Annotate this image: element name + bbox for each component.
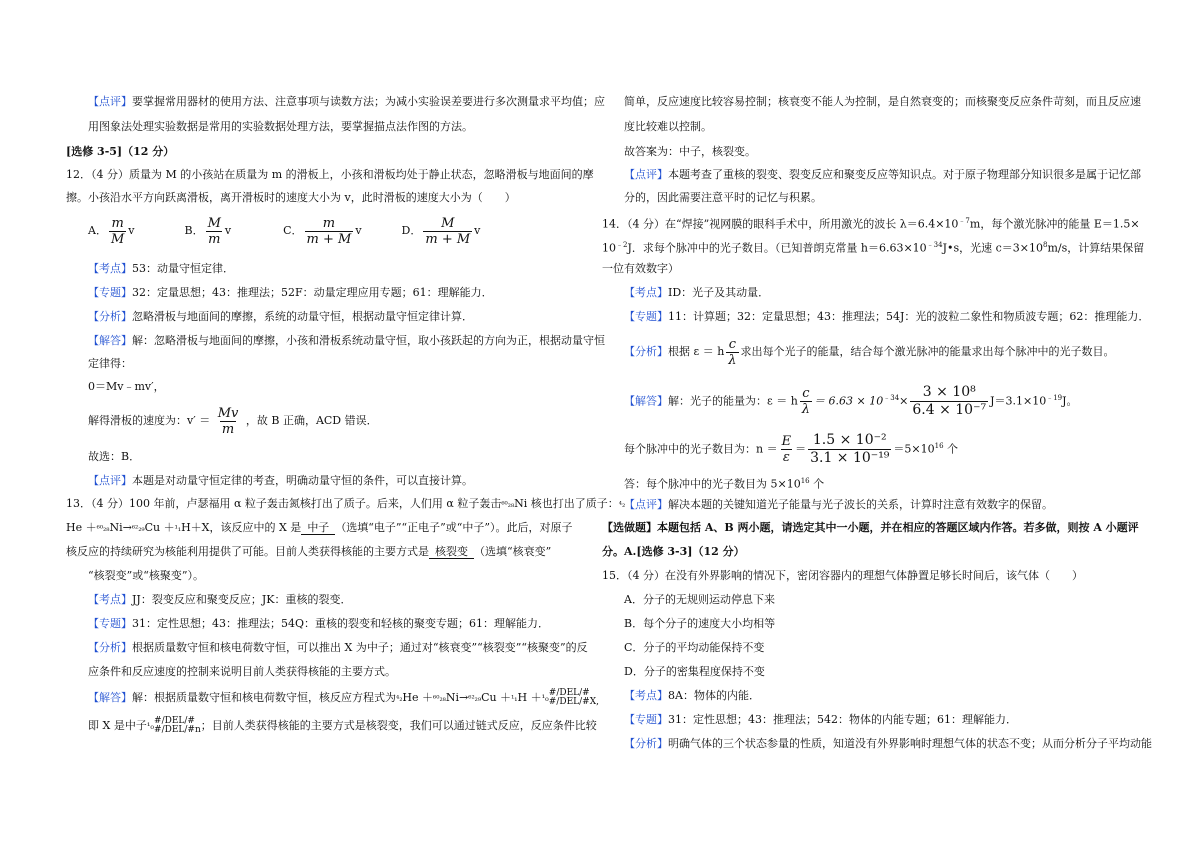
q12-options	[88, 212, 520, 250]
option-fraction: $\frac{M}{m + M}$	[425, 215, 471, 247]
section-title-35: [选修 3-5]（12 分）	[66, 145, 175, 158]
q12-kaodian: 【考点】53：动量守恒定律．	[88, 262, 234, 275]
q13-answer: 故答案为：中子，核裂变。	[624, 145, 756, 158]
q13-kaodian: 【考点】JJ：裂变反应和聚变反应；JK：重核的裂变．	[88, 593, 352, 606]
q13-dianping-1: 【点评】本题考查了重核的裂变、裂变反应和聚变反应等知识点。对于原子物理部分知识很多是属于记忆部	[624, 168, 1141, 181]
q12-equation-1: 0＝Mv﹣mv′，	[88, 380, 165, 393]
q12-jieda-2: 定律得：	[88, 357, 132, 370]
answer-blank-1: 中子	[301, 522, 335, 535]
q13-line-2: He ＋⁶⁰₂₈Ni→⁶²₂₉Cu ＋¹₁H＋X，该反应中的 X 是 中子 （选填“电子”“正电子”或“中子”）。此后，对原子	[66, 521, 573, 534]
q15-kaodian: 【考点】8A：物体的内能．	[624, 689, 760, 702]
q15-option-b: B．每个分子的速度大小均相等	[624, 617, 776, 630]
q14-zhuanti: 【专题】11：计算题；32：定量思想；43：推理法；54J：光的波粒二象性和物质波专题；62：推理能力．	[624, 310, 1150, 323]
q12-choose: 故选：B．	[88, 450, 141, 463]
q13-line-3: 核反应的持续研究为核能利用提供了可能。目前人类获得核能的主要方式是 核裂变 （选填“核衰变”	[66, 545, 552, 558]
q15-option-a: A．分子的无规则运动停息下来	[624, 593, 775, 606]
answer-blank-2: 核裂变	[429, 546, 474, 559]
comment-line-1: 【点评】要掌握常用器材的使用方法、注意事项与读数方法；为减小实验误差要进行多次测量求平均值；应	[88, 95, 605, 108]
q14-kaodian: 【考点】ID：光子及其动量．	[624, 286, 770, 299]
option-fraction: $\frac{M}{m}$	[207, 215, 221, 247]
q14-jieda-2: 每个脉冲中的光子数目为：n ＝ $\frac{E}{\varepsilon}$ ＝ $\frac{\text{1.5 × 10⁻²}}{\text{3.1 × 10⁻¹⁹}}$ $=5\times 10^{16}$ 个	[624, 432, 959, 467]
q12-option-b: B． $\frac{M}{m}$ v	[184, 215, 232, 247]
elective-note-2: 分。A.[选修 3-3]（12 分）	[602, 545, 745, 558]
q13-dianping-2: 分的，因此需要注意平时的记忆与积累。	[624, 191, 822, 204]
q12-equation-2: 解得滑板的速度为：v′ ＝ $\frac{Mv}{m}$ ，故 B 正确，ACD 错误．	[88, 405, 378, 437]
q14-line-1: 14．（4 分）在“焊接”视网膜的眼科手术中，所用激光的波长 $\lambda=6.4\times 10^{﹣7}m$，每个激光脉冲的能量 E＝1.5×	[602, 217, 1140, 231]
q12-line-1: 12．（4 分）质量为 M 的小孩站在质量为 m 的滑板上，小孩和滑板均处于静止状态，忽略滑板与地面间的摩	[66, 168, 594, 181]
ni-isotope: ⁶⁰₂₈	[501, 500, 515, 509]
q15-zhuanti: 【专题】31：定性思想；43：推理法；542：物体的内能专题；61：理解能力．	[624, 713, 1017, 726]
q14-answer: 答：每个脉冲中的光子数目为 $5\times 10^{16}$ 个	[624, 477, 825, 491]
q12-fenxi: 【分析】忽略滑板与地面间的摩擦，系统的动量守恒，根据动量守恒定律计算．	[88, 310, 473, 323]
q12-line-2: 擦。小孩沿水平方向跃离滑板，离开滑板时的速度大小为 v，此时滑板的速度大小为（ ）	[66, 191, 516, 204]
q14-fenxi: 【分析】根据 ε ＝ h $\frac{c}{\lambda}$ 求出每个光子的能量，结合每个激光脉冲的能量求出每个脉冲中的光子数目。	[624, 336, 1115, 368]
q14-line-2: $10^{﹣2}J$．求每个脉冲中的光子数目。（已知普朗克常量 $h=6.63\times 10^{﹣34}J•s$，光速 $c=3\times 10^8m/s$，计算结果保留	[602, 241, 1145, 255]
q13-line-1: 13．（4 分）100 年前，卢瑟福用 α 粒子轰击氮核打出了质子。后来，人们用 α 粒子轰击⁶⁰₂₈Ni 核也打出了质子：⁴₂	[66, 497, 626, 510]
q15-option-d: D．分子的密集程度保持不变	[624, 665, 765, 678]
photon-count-fraction: $\frac{\text{1.5 × 10⁻²}}{\text{3.1 × 10⁻¹⁹}}$	[810, 432, 890, 467]
q14-line-3: 一位有效数字）	[602, 262, 679, 275]
option-fraction: $\frac{m}{m + M}$	[306, 215, 352, 247]
energy-fraction: $\frac{c}{\lambda}$	[728, 336, 737, 368]
q12-jieda-1: 【解答】解：忽略滑板与地面间的摩擦，小孩和滑板系统动量守恒，取小孩跃起的方向为正，根据动量守恒	[88, 334, 605, 347]
q13-jieda-2: 即 X 是中子¹₀ #/DEL/# #/DEL/#n ；目前人类获得核能的主要方式是核裂变，我们可以通过链式反应，反应条件比较	[88, 716, 597, 735]
q13-zhuanti: 【专题】31：定性思想；43：推理法；54Q：重核的裂变和轻核的聚变专题；61：理解能力．	[88, 617, 550, 630]
comment-line-2: 用图象法处理实验数据是常用的实验数据处理方法，要掌握描点法作图的方法。	[88, 120, 473, 133]
q15-stem: 15．（4 分）在没有外界影响的情况下，密闭容器内的理想气体静置足够长时间后，该气体（ ）	[602, 569, 1083, 582]
q15-option-c: C．分子的平均动能保持不变	[624, 641, 765, 654]
q12-zhuanti: 【专题】32：定量思想；43：推理法；52F：动量定理应用专题；61：理解能力．	[88, 286, 493, 299]
q13-cont-1: 简单，反应速度比较容易控制；核衰变不能人为控制，是自然衰变的；而核聚变反应条件苛刻，而且反应速	[624, 95, 1141, 108]
q14-dianping: 【点评】解决本题的关键知道光子能量与光子波长的关系，计算时注意有效数字的保留。	[624, 498, 1053, 511]
q13-line-4: “核裂变”或“核聚变”）。	[88, 569, 204, 582]
comment-text-1: 要掌握常用器材的使用方法、注意事项与读数方法；为减小实验误差要进行多次测量求平均值；应	[132, 95, 605, 108]
q15-fenxi: 【分析】明确气体的三个状态参量的性质，知道没有外界影响时理想气体的状态不变；从而分析分子平均动能	[624, 737, 1152, 750]
q13-fenxi-2: 应条件和反应速度的控制来说明目前人类获得核能的主要方式。	[88, 665, 396, 678]
q12-option-a: A． $\frac{m}{M}$ v	[88, 215, 135, 247]
q13-fenxi-1: 【分析】根据质量数守恒和核电荷数守恒，可以推出 X 为中子；通过对“核衰变”“核裂变”“核聚变”的反	[88, 641, 588, 654]
q12-option-c: C． $\frac{m}{m + M}$ v	[283, 215, 362, 247]
q14-jieda-1: 【解答】解：光子的能量为：ε ＝ h $\frac{c}{\lambda}$ ＝ $6.63 \times 10^{﹣34}\times$ $\frac{\text{3 × 10⁸}}{\text{6.4 × 10⁻⁷}}$ $J=3.1\times 10^{﹣19}J$。	[624, 384, 1078, 419]
photon-energy-fraction: $\frac{\text{3 × 10⁸}}{\text{6.4 × 10⁻⁷}}$	[912, 384, 987, 419]
elective-note-1: 【选做题】本题包括 A、B 两小题，请选定其中一小题，并在相应的答题区域内作答。若多做，则按 A 小题评	[602, 521, 1139, 534]
q13-jieda-1: 【解答】解：根据质量数守恒和核电荷数守恒，核反应方程式为⁴₂He ＋⁶⁰₂₈Ni→⁶²₂₉Cu ＋¹₁H ＋¹₀ #/DEL/# #/DEL/#X,	[88, 688, 599, 707]
velocity-fraction: $\frac{Mv}{m}$	[217, 405, 239, 437]
q13-cont-2: 度比较难以控制。	[624, 120, 712, 133]
q12-dianping: 【点评】本题是对动量守恒定律的考查，明确动量守恒的条件，可以直接计算。	[88, 474, 473, 487]
q12-option-d: D． $\frac{M}{m + M}$ v	[401, 215, 481, 247]
option-fraction: $\frac{m}{M}$	[110, 215, 125, 247]
